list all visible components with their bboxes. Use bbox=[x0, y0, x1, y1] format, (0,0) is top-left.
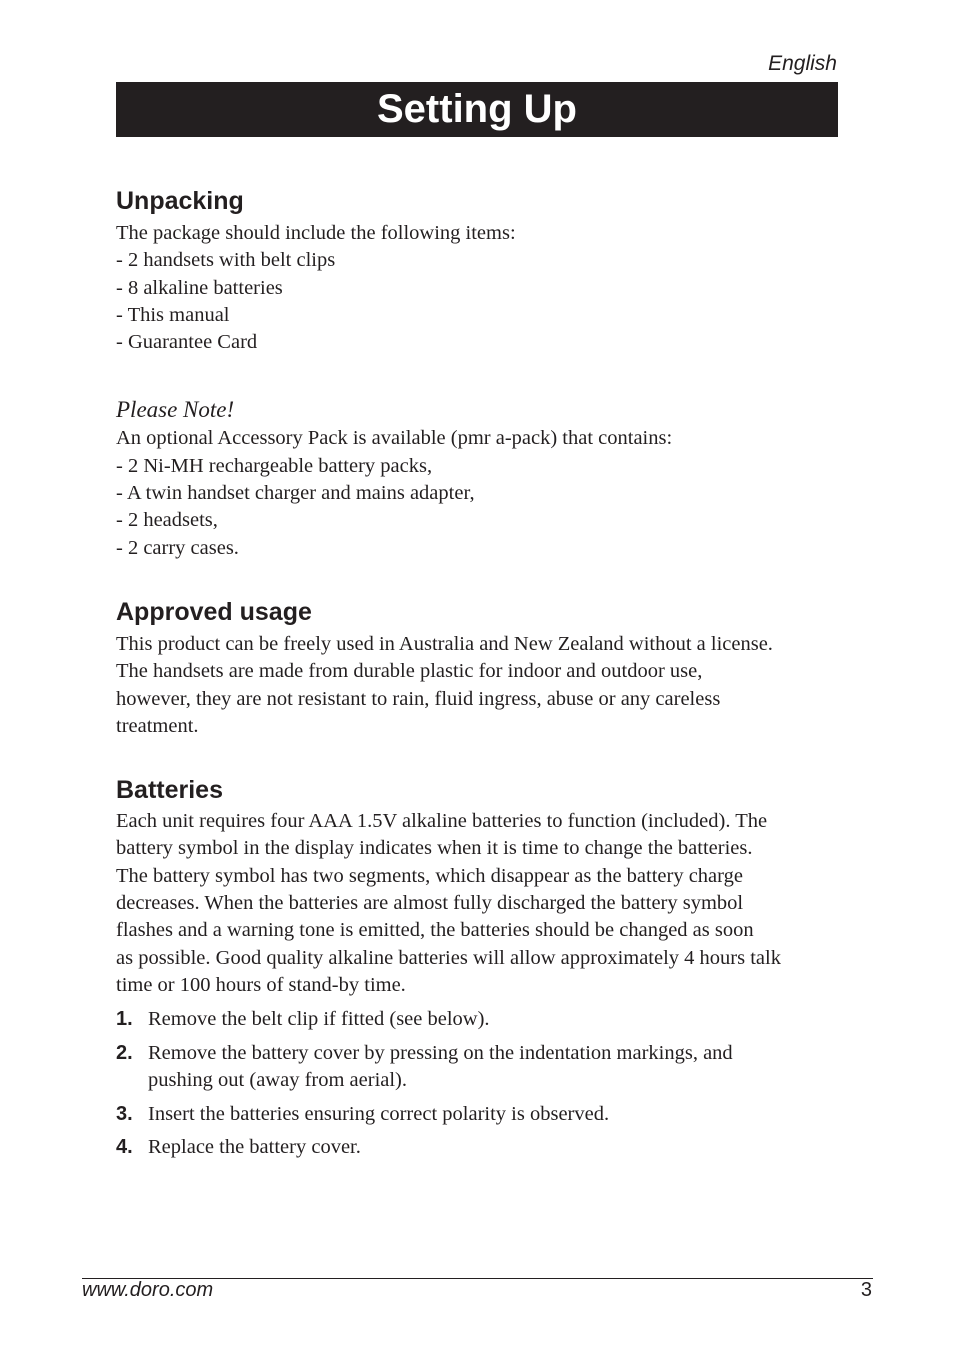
list-item: - 2 carry cases. bbox=[116, 536, 239, 559]
step-item bbox=[116, 1101, 840, 1128]
paragraph-line: battery symbol in the display indicates when it is time to change the batteries. bbox=[116, 837, 753, 860]
section-heading-approved-usage: Approved usage bbox=[116, 597, 312, 626]
paragraph-line: decreases. When the batteries are almost fully discharged the battery symbol bbox=[116, 892, 744, 915]
list-item: - 2 handsets with belt clips bbox=[116, 249, 336, 272]
step-text: Remove the belt clip if fitted (see below). bbox=[148, 1007, 490, 1030]
paragraph-line: however, they are not resistant to rain, fluid ingress, abuse or any careless bbox=[116, 687, 721, 710]
list-item: - A twin handset charger and mains adapter, bbox=[116, 482, 475, 505]
paragraph-line: The handsets are made from durable plastic for indoor and outdoor use, bbox=[116, 660, 703, 683]
step-text: Replace the battery cover. bbox=[148, 1136, 361, 1159]
section-batteries bbox=[116, 773, 840, 1162]
step-item bbox=[116, 1006, 840, 1033]
page-title-bar bbox=[116, 82, 838, 137]
note-heading: Please Note! bbox=[116, 397, 235, 423]
language-label: English bbox=[768, 52, 837, 75]
step-number: 4. bbox=[116, 1136, 133, 1159]
list-item: - 8 alkaline batteries bbox=[116, 276, 283, 299]
paragraph-line: flashes and a warning tone is emitted, the batteries should be changed as soon bbox=[116, 919, 754, 942]
paragraph-line: treatment. bbox=[116, 714, 199, 737]
list-item: - This manual bbox=[116, 303, 230, 326]
section-note bbox=[116, 395, 840, 561]
unpacking-intro: The package should include the following items: bbox=[116, 222, 516, 244]
step-number: 3. bbox=[116, 1102, 133, 1125]
paragraph-line: This product can be freely used in Australia and New Zealand without a license. bbox=[116, 632, 773, 655]
page-number: 3 bbox=[860, 1279, 872, 1301]
paragraph-line: as possible. Good quality alkaline batteries will allow approximately 4 hours talk bbox=[116, 946, 781, 969]
note-intro: An optional Accessory Pack is available (pmr a-pack) that contains: bbox=[116, 427, 673, 450]
step-number: 1. bbox=[116, 1007, 133, 1030]
list-item: - 2 headsets, bbox=[116, 509, 218, 532]
step-item bbox=[116, 1134, 840, 1161]
section-unpacking bbox=[116, 184, 840, 356]
page-content bbox=[116, 184, 840, 1162]
step-number: 2. bbox=[116, 1041, 133, 1064]
list-item: - 2 Ni-MH rechargeable battery packs, bbox=[116, 454, 433, 477]
paragraph-line: Each unit requires four AAA 1.5V alkaline batteries to function (included). The bbox=[116, 810, 768, 833]
footer-website: www.doro.com bbox=[82, 1279, 214, 1301]
battery-steps-list bbox=[116, 1006, 840, 1162]
page-title: Setting Up bbox=[377, 87, 577, 131]
step-text: Remove the battery cover by pressing on the indentation markings, and bbox=[148, 1041, 733, 1064]
list-item: - Guarantee Card bbox=[116, 331, 258, 354]
section-heading-unpacking: Unpacking bbox=[116, 187, 244, 215]
step-text: pushing out (away from aerial). bbox=[148, 1068, 408, 1091]
section-approved-usage bbox=[116, 595, 840, 740]
step-text: Insert the batteries ensuring correct polarity is observed. bbox=[148, 1102, 610, 1125]
section-heading-batteries: Batteries bbox=[116, 776, 223, 805]
step-item bbox=[116, 1040, 840, 1095]
paragraph-line: The battery symbol has two segments, which disappear as the battery charge bbox=[116, 864, 743, 887]
paragraph-line: time or 100 hours of stand-by time. bbox=[116, 973, 406, 996]
